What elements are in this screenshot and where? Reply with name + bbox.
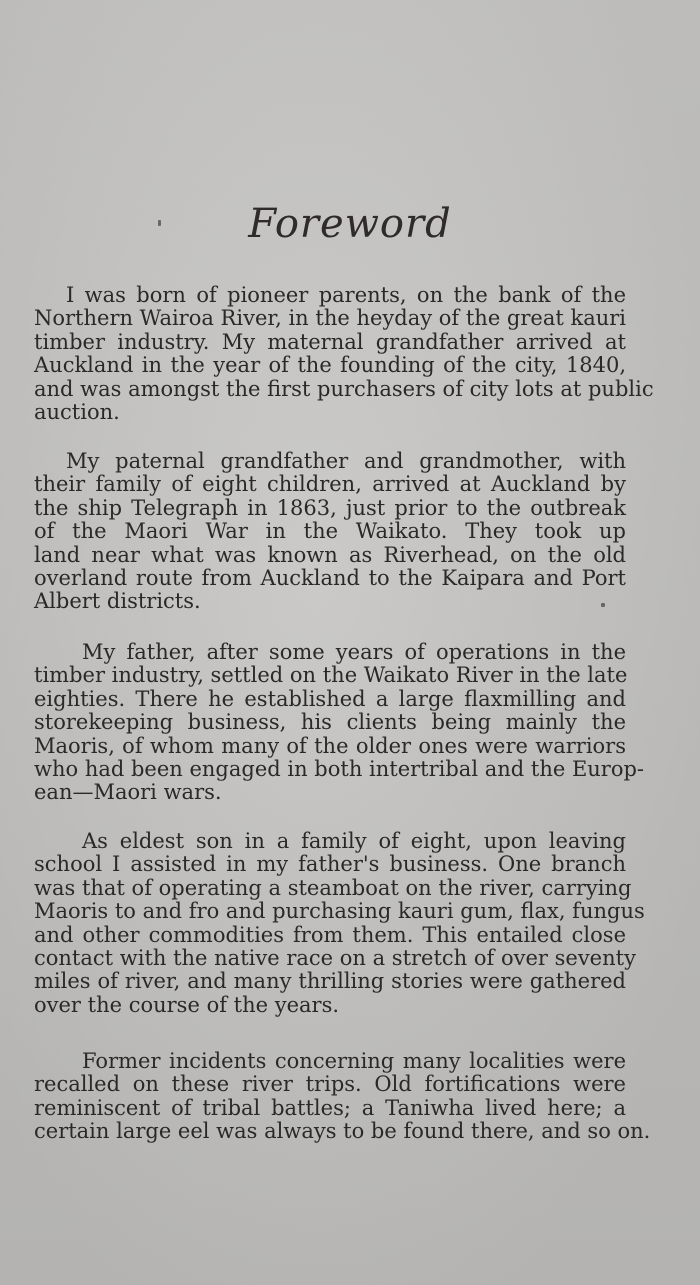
text-line: Former incidents concerning many localities were — [82, 1049, 626, 1073]
text-line: recalled on these river trips. Old fortifications were — [34, 1072, 626, 1097]
print-speck — [601, 603, 605, 607]
paragraph-4 — [34, 829, 645, 1017]
text-line: the ship Telegraph in 1863, just prior to the outbreak — [34, 495, 626, 520]
text-line: Maoris, of whom many of the older ones were warriors — [34, 733, 626, 758]
text-line: timber industry. My maternal grandfather arrived at — [34, 329, 626, 354]
text-line: was that of operating a steamboat on the river, carrying — [34, 875, 632, 900]
text-line: certain large eel was always to be found there, and so on. — [34, 1119, 651, 1144]
text-line: Maoris to and fro and purchasing kauri gum, flax, fungus — [34, 899, 645, 924]
text-line: Auckland in the year of the founding of the city, 1840, — [34, 353, 626, 378]
text-line: timber industry, settled on the Waikato River in the late — [34, 663, 628, 688]
text-line: over the course of the years. — [34, 992, 340, 1017]
text-line: auction. — [34, 400, 120, 425]
text-line: storekeeping business, his clients being mainly the — [34, 710, 626, 735]
text-line: school I assisted in my father's business. One branch — [34, 852, 626, 877]
text-line: miles of river, and many thrilling stories were gathered — [34, 969, 626, 994]
text-line: ean—Maori wars. — [34, 780, 222, 805]
paragraph-3 — [34, 640, 645, 805]
text-line: My father, after some years of operations in the — [82, 640, 626, 664]
text-line: Albert districts. — [34, 589, 201, 614]
text-line: contact with the native race on a stretch of over seventy — [34, 946, 636, 971]
text-line: and other commodities from them. This entailed close — [34, 922, 626, 947]
text-line: As eldest son in a family of eight, upon leaving — [82, 829, 626, 853]
print-speck — [158, 220, 161, 226]
text-line: and was amongst the first purchasers of city lots at public — [34, 376, 654, 401]
text-line: I was born of pioneer parents, on the bank of the — [66, 283, 626, 307]
text-line: who had been engaged in both intertribal and the Europ- — [34, 757, 645, 782]
text-line: overland route from Auckland to the Kaipara and Port — [34, 566, 626, 591]
text-line: Northern Wairoa River, in the heyday of the great kauri — [34, 306, 626, 331]
text-line: eighties. There he established a large flaxmilling and — [34, 686, 626, 711]
text-line: of the Maori War in the Waikato. They took up — [34, 519, 626, 544]
paragraph-2 — [34, 450, 626, 614]
text-line: reminiscent of tribal battles; a Taniwha lived here; a — [34, 1095, 626, 1120]
paragraph-5 — [34, 1049, 651, 1144]
text-line: land near what was known as Riverhead, on the old — [34, 542, 626, 567]
paragraph-1 — [34, 283, 654, 425]
text-line: their family of eight children, arrived at Auckland by — [34, 472, 626, 497]
text-line: My paternal grandfather and grandmother, with — [66, 449, 626, 473]
foreword-heading: Foreword — [248, 201, 452, 247]
